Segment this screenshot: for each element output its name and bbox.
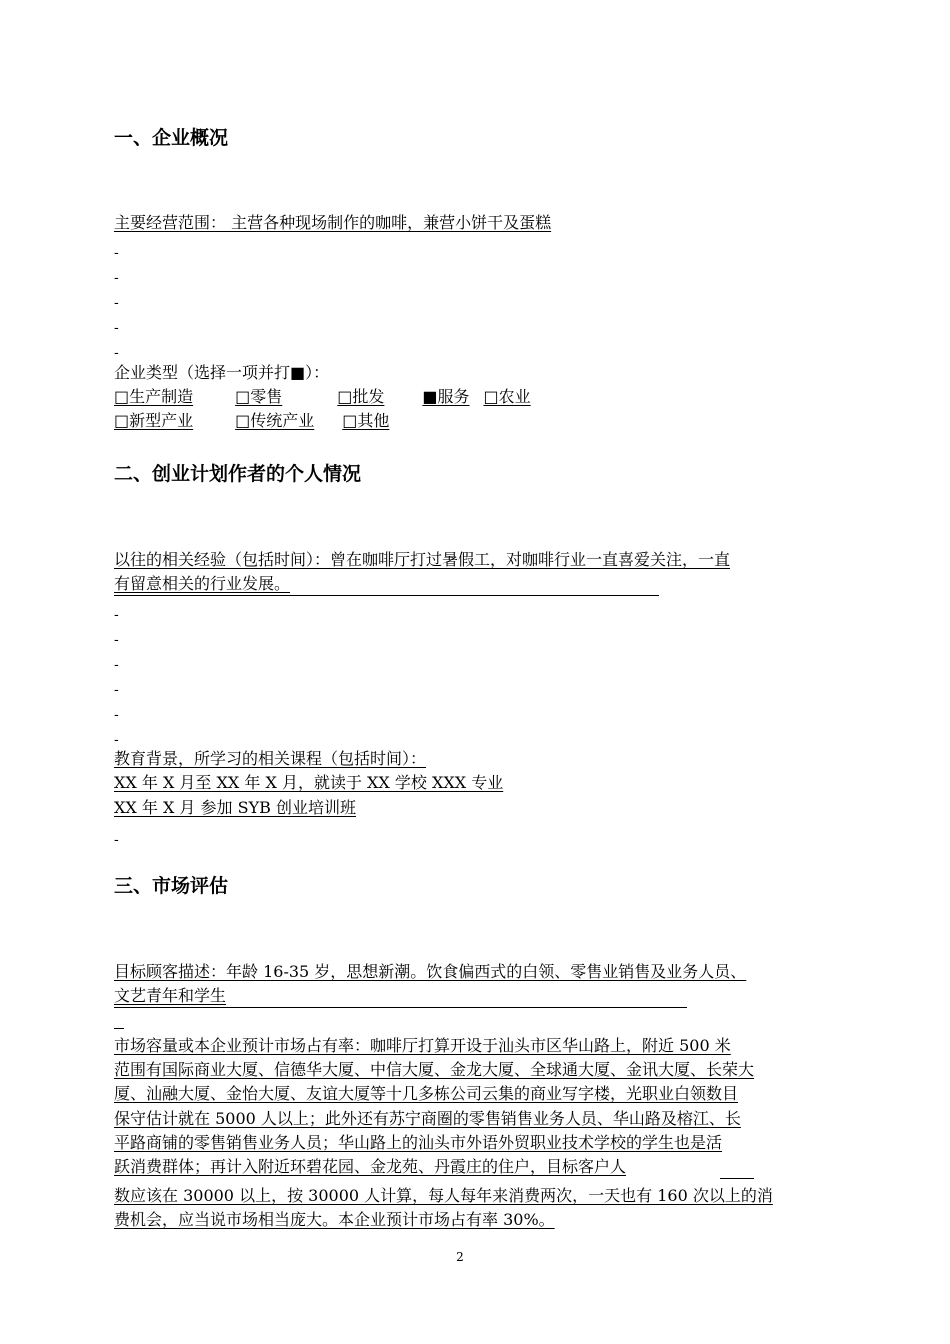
dash-line: -: [114, 682, 119, 698]
target-customer-line-2: 文艺青年和学生: [114, 986, 227, 1005]
market-line-8: 费机会，应当说市场相当庞大。本企业预计市场占有率 30%。: [114, 1210, 555, 1229]
market-line-2: 范围有国际商业大厦、信德华大厦、中信大厦、金龙大厦、全球通大厦、金讯大厦、长荣大: [114, 1060, 755, 1079]
option-wholesale[interactable]: □批发: [337, 387, 385, 406]
underline-filler: [114, 1007, 687, 1008]
section-2-title: 二、创业计划作者的个人情况: [114, 463, 362, 485]
page-number: 2: [456, 1250, 464, 1264]
option-agriculture[interactable]: □农业: [483, 387, 531, 406]
dash-line: -: [114, 270, 119, 286]
market-line-7: 数应该在 30000 以上，按 30000 人计算，每人每年来消费两次，一天也有 160 次以上的消: [114, 1186, 773, 1205]
enterprise-type-row-1: [114, 386, 531, 408]
market-line-1: 市场容量或本企业预计市场占有率：咖啡厅打算开设于汕头市区华山路上，附近 500 米: [114, 1036, 731, 1055]
dash-line: -: [114, 607, 119, 623]
education-line-1: XX 年 X 月至 XX 年 X 月，就读于 XX 学校 XXX 专业: [114, 773, 504, 792]
experience-line-1: 以往的相关经验（包括时间）：曾在咖啡厅打过暑假工，对咖啡行业一直喜爱关注，一直: [114, 550, 731, 569]
education-line-2: XX 年 X 月 参加 SYB 创业培训班: [114, 798, 356, 817]
option-manufacturing[interactable]: □生产制造: [114, 387, 194, 406]
dash-line: -: [114, 732, 119, 748]
dash-line: -: [114, 345, 119, 361]
section-1-title: 一、企业概况: [114, 127, 229, 149]
dash-line: -: [114, 245, 119, 261]
enterprise-type-label: 企业类型（选择一项并打■）：: [114, 363, 330, 382]
dash-line: -: [114, 832, 119, 848]
option-retail[interactable]: □零售: [235, 387, 283, 406]
dash-line: -: [114, 707, 119, 723]
dash-line: -: [114, 320, 119, 336]
target-customer-line-1: 目标顾客描述：年龄 16-35 岁，思想新潮。饮食偏西式的白领、零售业销售及业务人员、: [114, 962, 747, 981]
option-service[interactable]: ■服务: [422, 387, 470, 406]
business-scope: 主要经营范围： 主营各种现场制作的咖啡，兼营小饼干及蛋糕: [114, 213, 552, 232]
dash-line: -: [114, 657, 119, 673]
enterprise-type-row-2: [114, 410, 389, 432]
section-3-title: 三、市场评估: [114, 875, 229, 897]
underline-stub: [114, 1028, 124, 1029]
experience-line-2: 有留意相关的行业发展。: [114, 574, 291, 593]
option-traditional-industry[interactable]: □传统产业: [235, 411, 315, 430]
market-line-3: 厦、汕融大厦、金怡大厦、友谊大厦等十几多栋公司云集的商业写字楼，光职业白领数目: [114, 1084, 739, 1103]
underline-filler: [114, 595, 659, 596]
dash-line: -: [114, 632, 119, 648]
market-line-5: 平路商铺的零售销售业务人员；华山路上的汕头市外语外贸职业技术学校的学生也是活: [114, 1133, 723, 1152]
dash-line: -: [114, 295, 119, 311]
option-new-industry[interactable]: □新型产业: [114, 411, 194, 430]
underline-filler: [720, 1178, 754, 1179]
option-other[interactable]: □其他: [342, 411, 390, 430]
market-line-6: 跃消费群体；再计入附近环碧花园、金龙苑、丹霞庄的住户，目标客户人: [114, 1157, 627, 1176]
market-line-4: 保守估计就在 5000 人以上；此外还有苏宁商圈的零售销售业务人员、华山路及榕江、长: [114, 1109, 741, 1128]
education-label: 教育背景，所学习的相关课程（包括时间）：: [114, 749, 427, 768]
